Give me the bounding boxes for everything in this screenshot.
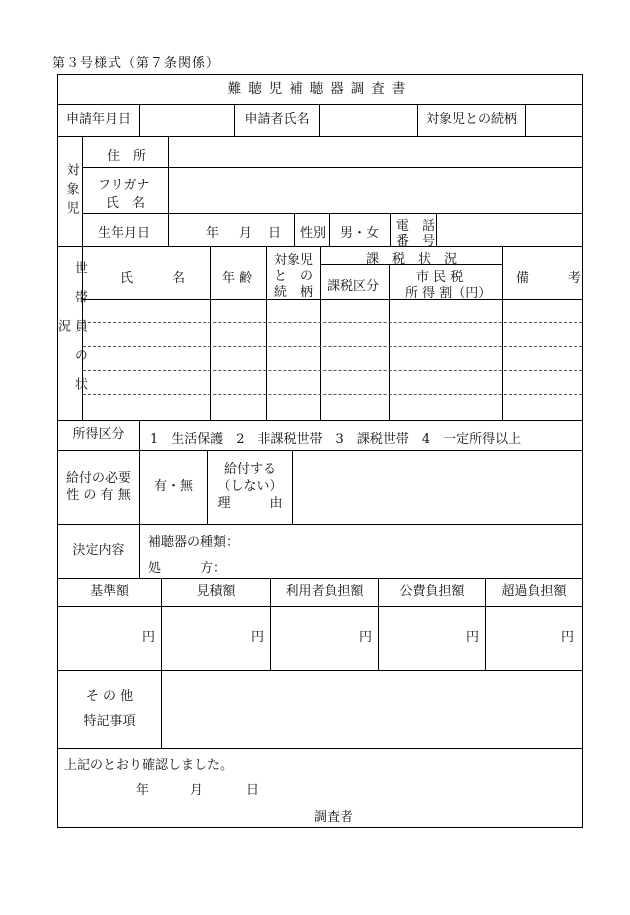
household-section [55,247,582,421]
phone-field[interactable] [438,215,580,245]
phone-label-2: 番 号 [396,234,436,249]
benefit-reason-3: 理 由 [217,495,283,511]
benefit-reason-field[interactable] [293,451,582,524]
yen-unit: 円 [465,630,479,646]
cost-user-share-field[interactable] [271,607,379,670]
benefit-label-1: 給付の必要 [65,470,131,486]
col-relation-header-3: 続 柄 [274,285,314,300]
form-title: 難聴児補聴器調査書 [227,80,413,97]
cost-header-estimate: 見積額 [162,579,271,606]
cost-excess-field[interactable] [486,607,582,670]
decision-label: 決定内容 [58,525,140,578]
benefit-row [58,451,582,525]
col-tax-class-header: 課税区分 [327,279,380,294]
member-row [83,346,582,347]
address-label: 住 所 [107,149,147,164]
gender-label: 性別 [300,226,327,241]
gender-options[interactable]: 男・女 [340,226,380,241]
cost-header-public-share: 公費負担額 [379,579,486,606]
applicant-name-label: 申請者氏名 [235,105,320,136]
cost-header-user-share: 利用者負担額 [271,579,379,606]
benefit-reason-1: 給付する [223,462,276,478]
target-child-section [58,137,582,247]
form-number: 第３号様式（第７条関係） [52,56,221,71]
household-section-label [55,247,87,420]
application-date-label: 申請年月日 [58,105,140,136]
col-name-header: 氏 名 [120,271,186,286]
birth-day: 日 [268,226,282,241]
col-age-header: 年 齢 [222,271,253,286]
col-city-tax-header-2: 所 得 割（円） [405,286,492,301]
address-field[interactable] [170,139,580,165]
other-remarks-label [58,671,162,748]
birth-month: 月 [239,226,253,241]
confirmation-area [58,749,582,827]
yen-unit: 円 [141,630,155,646]
title-row [58,75,582,105]
member-row [83,394,582,395]
confirm-year: 年 [136,783,150,798]
cost-estimate-field[interactable] [162,607,271,670]
birth-year: 年 [206,226,220,241]
hearing-aid-type-label: 補聴器の種類： [148,535,240,550]
benefit-label [58,451,140,524]
other-label-2: 特記事項 [83,713,136,729]
relation-label: 対象児との続柄 [418,105,526,136]
investigator-label: 調査者 [314,810,354,825]
col-tax-group-header: 課 税 状 況 [366,252,458,267]
col-relation-header-2: と の [274,269,314,284]
application-row [58,105,582,137]
cost-standard-field[interactable] [58,607,162,670]
applicant-name-field[interactable] [320,105,418,136]
member-row [83,370,582,371]
prescription-label: 処 方： [148,561,227,576]
yen-unit: 円 [250,630,264,646]
other-remarks-field[interactable] [162,671,582,748]
decision-row [58,525,582,579]
confirm-day: 日 [246,783,260,798]
income-row [58,421,582,451]
col-remarks-header: 備 考 [516,271,582,286]
confirm-month: 月 [190,783,204,798]
household-section-text: 世帯員の状況 [55,261,87,406]
cost-public-share-field[interactable] [379,607,486,670]
phone-label-1: 電 話 [396,219,436,234]
birth-date-label: 生年月日 [98,226,151,241]
col-city-tax-header-1: 市 民 税 [416,270,464,285]
income-options[interactable]: 1 生活保護 2 非課税世帯 3 課税世帯 4 一定所得以上 [150,432,522,447]
survey-form [57,74,583,828]
income-label: 所得区分 [58,421,140,450]
cost-header-row [58,579,582,607]
benefit-label-2: 性 の 有 無 [66,487,131,503]
benefit-reason-label [208,451,293,524]
application-date-field[interactable] [140,105,235,136]
yen-unit: 円 [358,630,372,646]
cost-header-standard: 基準額 [58,579,162,606]
cost-header-excess: 超過負担額 [501,584,567,600]
yen-unit: 円 [560,630,574,646]
target-section-label [58,137,83,246]
target-section-text: 対象児 [63,163,79,220]
child-name-field[interactable] [170,169,580,211]
cost-value-row [58,607,582,671]
confirm-statement: 上記のとおり確認しました。 [64,758,234,773]
member-row [83,322,582,323]
relation-field[interactable] [526,105,582,136]
benefit-options[interactable]: 有・無 [140,451,208,524]
child-name-label: 氏 名 [106,196,146,211]
col-relation-header-1: 対象児 [274,253,314,268]
benefit-reason-2: （しない） [217,479,283,495]
other-remarks-row [58,671,582,749]
furigana-label: フリガナ [98,178,150,193]
other-label-1: そ の 他 [85,688,134,704]
